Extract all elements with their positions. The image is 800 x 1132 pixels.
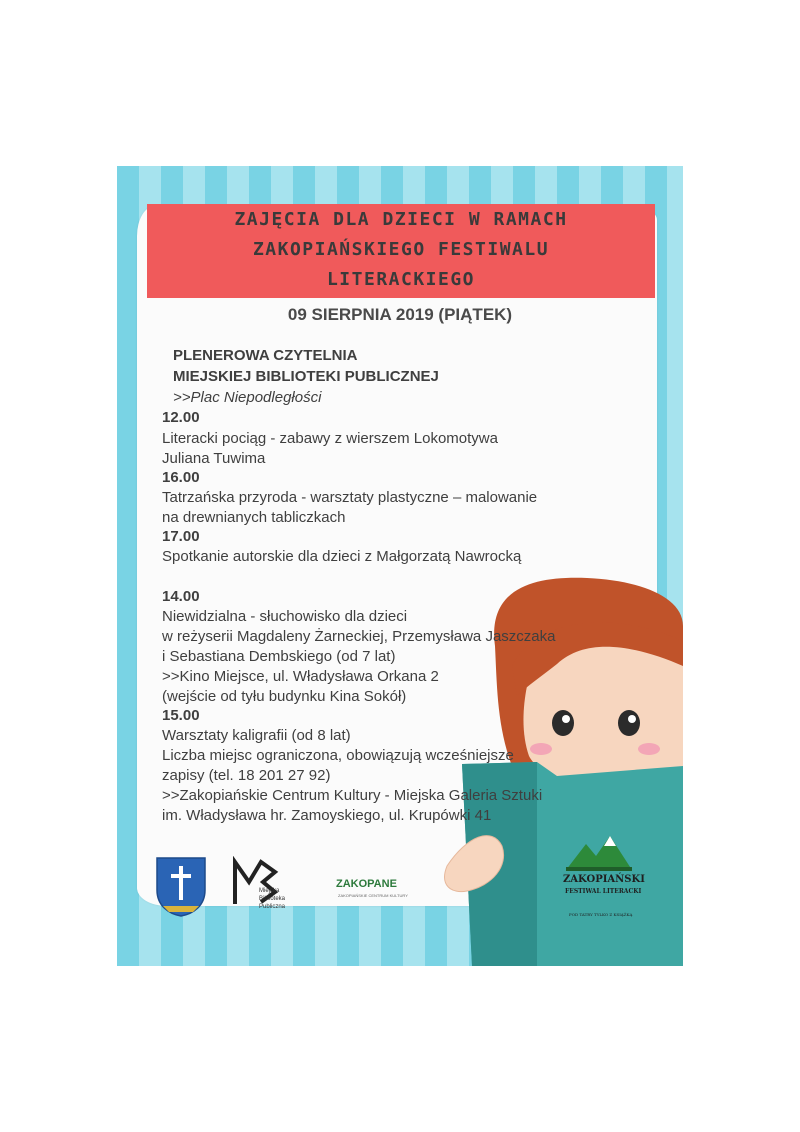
library-name-2: Biblioteka [259,896,286,902]
library-name-1: Miejska [259,888,280,894]
zakopane-logo: ZAKOPANE [336,878,397,890]
event-line: im. Władysława hr. Zamoyskiego, ul. Krupówki 41 [162,807,492,824]
banner-line-2: ZAKOPIAŃSKIEGO FESTIWALU [252,239,550,260]
poster [117,166,683,966]
event-line: zapisy (tel. 18 201 27 92) [162,767,331,784]
zakopane-coat-of-arms-icon [155,856,207,918]
event-line: Liczba miejsc ograniczona, obowiązują wcześniejsze [162,747,514,764]
event-line: >>Kino Miejsce, ul. Władysława Orkana 2 [162,668,439,685]
event-line: Tatrzańska przyroda - warsztaty plastyczne – malowanie [162,489,538,506]
event-line: na drewnianych tabliczkach [162,509,346,526]
event-line: (wejście od tyłu budynku Kina Sokół) [162,688,407,705]
festival-tagline: POD TATRY TYLKO Z KSIĄŻKĄ [569,912,633,917]
venue-title-2: MIEJSKIEJ BIBLIOTEKI PUBLICZNEJ [173,368,439,385]
zakopane-logo-subtitle: ZAKOPIAŃSKIE CENTRUM KULTURY [338,893,408,898]
festival-mountains-icon [564,834,634,872]
girl-face-icon [512,622,683,786]
event-time: 12.00 [162,409,200,426]
event-line: Juliana Tuwima [162,450,266,467]
event-line: Literacki pociąg - zabawy z wierszem Lokomotywa [162,430,498,447]
venue-place: >>Plac Niepodległości [173,389,322,406]
festival-logo-subtitle: FESTIWAL LITERACKI [565,888,642,895]
banner-line-1: ZAJĘCIA DLA DZIECI W RAMACH [234,209,568,230]
event-line: Warsztaty kaligrafii (od 8 lat) [162,727,351,744]
event-time: 17.00 [162,528,200,545]
event-time: 16.00 [162,469,200,486]
event-line: i Sebastiana Dembskiego (od 7 lat) [162,648,396,665]
event-line: >>Zakopiańskie Centrum Kultury - Miejska Galeria Sztuki [162,787,543,804]
banner-line-3: LITERACKIEGO [326,269,476,290]
venue-title-1: PLENEROWA CZYTELNIA [173,347,358,364]
event-time: 14.00 [162,588,200,605]
event-time: 15.00 [162,707,200,724]
event-line: Spotkanie autorskie dla dzieci z Małgorzatą Nawrocką [162,548,522,565]
festival-logo-title: ZAKOPIAŃSKI [563,874,645,885]
library-name-3: Publiczna [259,904,286,910]
event-date: 09 SIERPNIA 2019 (PIĄTEK) [287,305,513,324]
event-line: w reżyserii Magdaleny Żarneckiej, Przemysława Jaszczaka [162,628,556,645]
event-line: Niewidzialna - słuchowisko dla dzieci [162,608,408,625]
